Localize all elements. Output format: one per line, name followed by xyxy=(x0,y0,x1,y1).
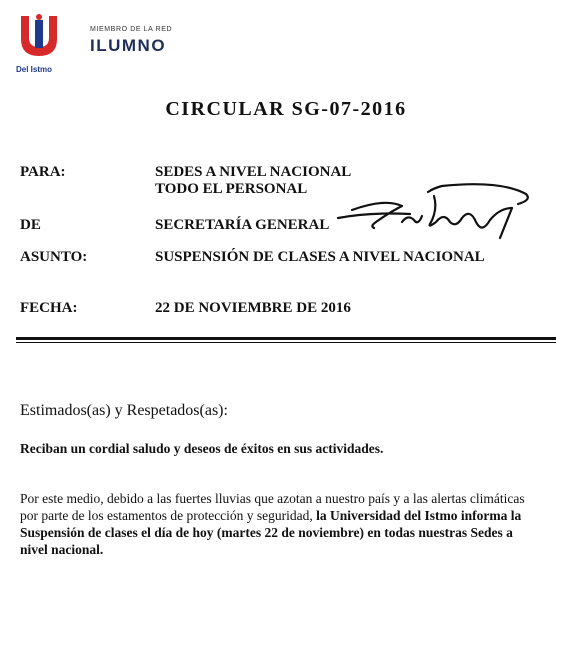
signature-icon xyxy=(330,178,540,246)
fecha-label: FECHA: xyxy=(20,300,78,316)
header-divider-thin xyxy=(16,342,556,343)
para-line2: TODO EL PERSONAL xyxy=(155,181,308,197)
para-line1: SEDES A NIVEL NACIONAL xyxy=(155,164,352,180)
network-logo-text: ILUMNO xyxy=(90,36,167,55)
paragraph-2 xyxy=(20,490,540,558)
asunto-value: SUSPENSIÓN DE CLASES A NIVEL NACIONAL xyxy=(155,249,485,265)
udelistmo-logo-icon xyxy=(18,14,60,60)
para-label: PARA: xyxy=(20,164,66,180)
network-label: MIEMBRO DE LA RED xyxy=(90,26,173,33)
paragraph-2-bold: la Universidad del Istmo informa la Suspensión de clases el día de hoy (martes 22 de noviembre) en todas nuestras Sedes a nivel nacional. xyxy=(20,508,522,557)
paragraph-2-plain: Por este medio, debido a las fuertes lluvias que azotan a nuestro país y a las alertas climáticas por parte de los estamentos de protección y seguridad, xyxy=(20,491,525,523)
paragraph-1: Reciban un cordial saludo y deseos de éxitos en sus actividades. xyxy=(20,441,384,456)
fecha-value: 22 DE NOVIEMBRE DE 2016 xyxy=(155,300,351,316)
document-title: CIRCULAR SG-07-2016 xyxy=(165,98,407,120)
header-divider-thick xyxy=(16,337,556,340)
de-value: SECRETARÍA GENERAL xyxy=(155,217,330,233)
university-short-name: Del Istmo xyxy=(16,65,53,74)
asunto-label: ASUNTO: xyxy=(20,249,88,265)
greeting: Estimados(as) y Respetados(as): xyxy=(20,402,228,419)
de-label: DE xyxy=(20,217,41,233)
